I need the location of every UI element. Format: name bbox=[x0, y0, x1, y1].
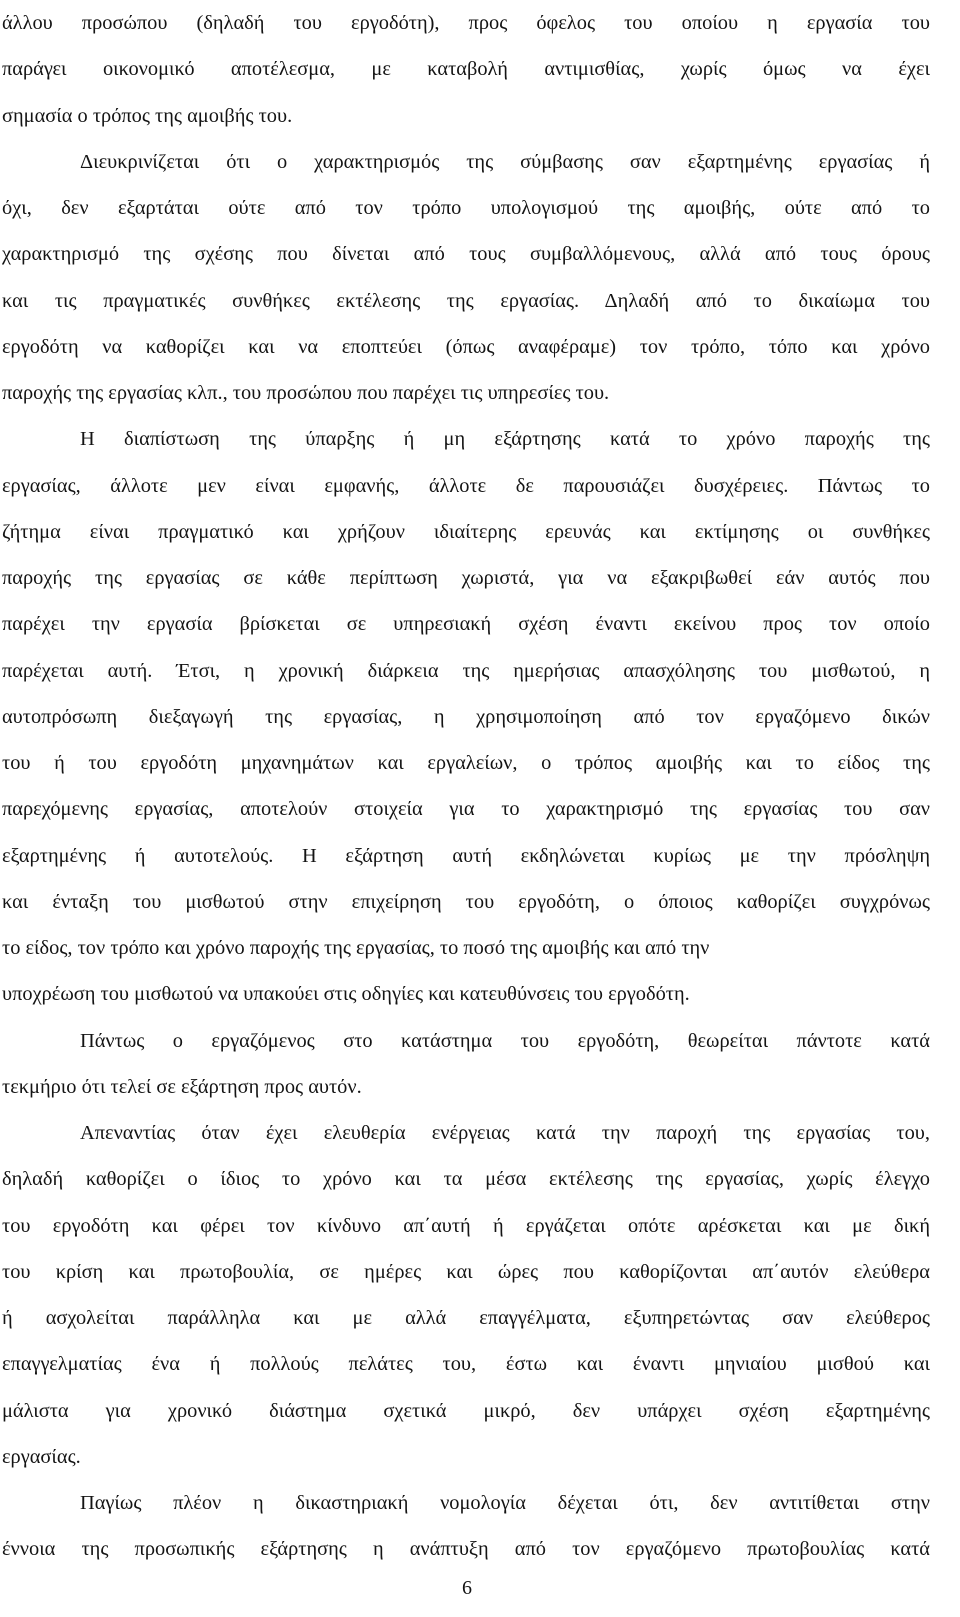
text-line: παροχής της εργασίας σε κάθε περίπτωση χωριστά, για να εξακριβωθεί εάν αυτός που bbox=[2, 567, 930, 589]
paragraph bbox=[2, 1480, 930, 1573]
paragraph bbox=[2, 416, 930, 1017]
text-line: αυτοπρόσωπη διεξαγωγή της εργασίας, η χρησιμοποίηση από τον εργαζόμενο δικών bbox=[2, 705, 930, 728]
text-line: Πάντως ο εργαζόμενος στο κατάστημα του εργοδότη, θεωρείται πάντοτε κατά bbox=[80, 1029, 930, 1052]
text-line: παρέχεται αυτή. Έτσι, η χρονική διάρκεια της ημερήσιας απασχόλησης του μισθωτού, η bbox=[2, 659, 930, 682]
text-line: υποχρέωση του μισθωτού να υπακούει στις οδηγίες και κατευθύνσεις του εργοδότη. bbox=[2, 983, 690, 1006]
text-line: χαρακτηρισμό της σχέσης που δίνεται από τους συμβαλλόμενους, αλλά από τους όρους bbox=[2, 243, 930, 266]
text-line: παρεχόμενης εργασίας, αποτελούν στοιχεία για το χαρακτηρισμό της εργασίας του σαν bbox=[2, 798, 930, 821]
text-line: εργασίας. bbox=[2, 1445, 81, 1468]
text-line: εργασίας, άλλοτε μεν είναι εμφανής, άλλοτε δε παρουσιάζει δυσχέρειες. Πάντως το bbox=[2, 474, 930, 497]
text-line: μάλιστα για χρονικό διάστημα σχετικά μικρό, δεν υπάρχει σχέση εξαρτημένης bbox=[2, 1399, 930, 1422]
text-line: ή ασχολείται παράλληλα και με αλλά επαγγέλματα, εξυπηρετώντας σαν ελεύθερος bbox=[2, 1307, 930, 1329]
page-number: 6 bbox=[462, 1577, 472, 1599]
text-line: Παγίως πλέον η δικαστηριακή νομολογία δέχεται ότι, δεν αντιτίθεται στην bbox=[80, 1492, 930, 1514]
text-line: παροχής της εργασίας κλπ., του προσώπου που παρέχει τις υπηρεσίες του. bbox=[2, 382, 610, 404]
text-line: όχι, δεν εξαρτάται ούτε από τον τρόπο υπολογισμού της αμοιβής, ούτε από το bbox=[2, 197, 930, 219]
text-line: εξαρτημένης ή αυτοτελούς. Η εξάρτηση αυτή εκδηλώνεται κυρίως με την πρόσληψη bbox=[2, 844, 930, 867]
text-line: ζήτημα είναι πραγματικό και χρήζουν ιδιαίτερης ερευνάς και εκτίμησης οι συνθήκες bbox=[2, 520, 930, 543]
text-line: του εργοδότη και φέρει τον κίνδυνο απ΄αυτή ή εργάζεται οπότε αρέσκεται και με δική bbox=[2, 1214, 930, 1237]
text-line: Η διαπίστωση της ύπαρξης ή μη εξάρτησης κατά το χρόνο παροχής της bbox=[80, 428, 930, 451]
text-line: και ένταξη του μισθωτού στην επιχείρηση του εργοδότη, ο όποιος καθορίζει συγχρόνως bbox=[2, 890, 930, 913]
text-line: σημασία ο τρόπος της αμοιβής του. bbox=[2, 104, 293, 127]
paragraph bbox=[2, 0, 930, 139]
paragraph bbox=[2, 139, 930, 417]
text-line: τεκμήριο ότι τελεί σε εξάρτηση προς αυτόν. bbox=[2, 1075, 362, 1098]
text-line: έννοια της προσωπικής εξάρτησης η ανάπτυξη από τον εργαζόμενο πρωτοβουλίας κατά bbox=[2, 1538, 930, 1561]
text-line: παρέχει την εργασία βρίσκεται σε υπηρεσιακή σχέση έναντι εκείνου προς τον οποίο bbox=[2, 613, 930, 636]
text-line: Διευκρινίζεται ότι ο χαρακτηρισμός της σύμβασης σαν εξαρτημένης εργασίας ή bbox=[80, 150, 930, 173]
text-line: δηλαδή καθορίζει ο ίδιος το χρόνο και τα μέσα εκτέλεσης της εργασίας, χωρίς έλεγχο bbox=[2, 1168, 930, 1191]
text-line: το είδος, τον τρόπο και χρόνο παροχής της εργασίας, το ποσό της αμοιβής και από την bbox=[2, 937, 710, 959]
document-page bbox=[2, 0, 930, 1573]
text-line: παράγει οικονομικό αποτέλεσμα, με καταβολή αντιμισθίας, χωρίς όμως να έχει bbox=[2, 58, 930, 81]
text-line: Απεναντίας όταν έχει ελευθερία ενέργειας κατά την παροχή της εργασίας του, bbox=[80, 1122, 930, 1144]
text-line: επαγγελματίας ένα ή πολλούς πελάτες του, έστω και έναντι μηνιαίου μισθού και bbox=[2, 1353, 930, 1376]
text-line: του κρίση και πρωτοβουλία, σε ημέρες και ώρες που καθορίζονται απ΄αυτόν ελεύθερα bbox=[2, 1260, 930, 1283]
text-line: εργοδότη να καθορίζει και να εποπτεύει (όπως αναφέραμε) τον τρόπο, τόπο και χρόνο bbox=[2, 335, 930, 358]
text-line: και τις πραγματικές συνθήκες εκτέλεσης της εργασίας. Δηλαδή από το δικαίωμα του bbox=[2, 289, 930, 312]
text-line: του ή του εργοδότη μηχανημάτων και εργαλείων, ο τρόπος αμοιβής και το είδος της bbox=[2, 752, 930, 774]
paragraph bbox=[2, 1110, 930, 1480]
paragraph bbox=[2, 1018, 930, 1111]
text-line: άλλου προσώπου (δηλαδή του εργοδότη), προς όφελος του οποίου η εργασία του bbox=[2, 12, 930, 34]
